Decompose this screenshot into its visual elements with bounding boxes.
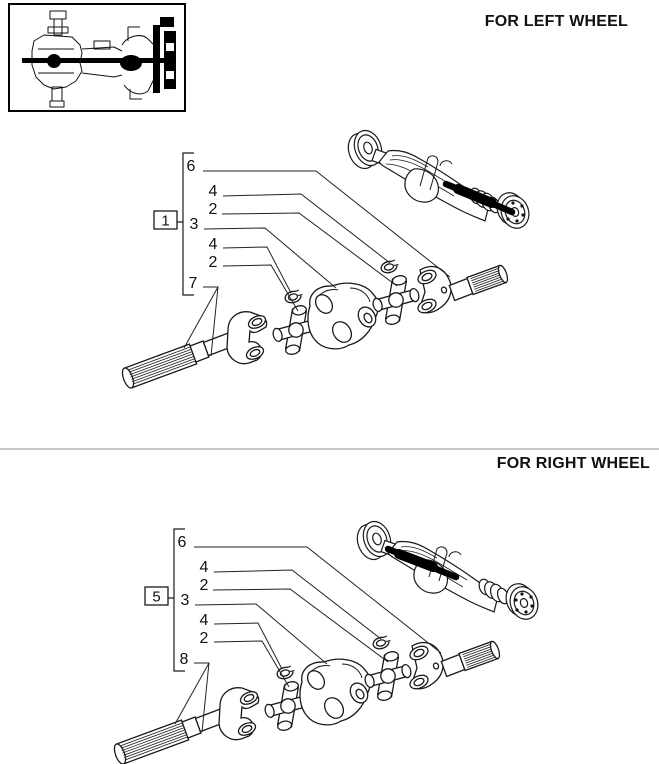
callout-label[interactable]: 4: [208, 236, 218, 253]
assembly-ref-label[interactable]: 5: [152, 588, 161, 606]
callout-label[interactable]: 6: [177, 534, 187, 551]
left-wheel-diagram: [120, 127, 533, 390]
callout-label[interactable]: 2: [208, 254, 218, 271]
callout-label[interactable]: 2: [199, 577, 209, 594]
callout-label[interactable]: 8: [179, 651, 189, 668]
callout-label[interactable]: 3: [189, 216, 199, 233]
callout-label[interactable]: 2: [208, 201, 218, 218]
callout-label[interactable]: 4: [208, 183, 218, 200]
callout-label[interactable]: 4: [199, 612, 209, 629]
callout-label[interactable]: 7: [188, 275, 198, 292]
callout-label[interactable]: 4: [199, 559, 209, 576]
callout-label[interactable]: 6: [186, 158, 196, 175]
assembly-ref-label[interactable]: 1: [161, 212, 170, 230]
left-wheel-heading: FOR LEFT WHEEL: [484, 13, 628, 30]
callout-label[interactable]: 3: [180, 592, 190, 609]
callout-label[interactable]: 2: [199, 630, 209, 647]
right-wheel-diagram: [112, 518, 542, 764]
right-wheel-heading: FOR RIGHT WHEEL: [496, 455, 650, 472]
